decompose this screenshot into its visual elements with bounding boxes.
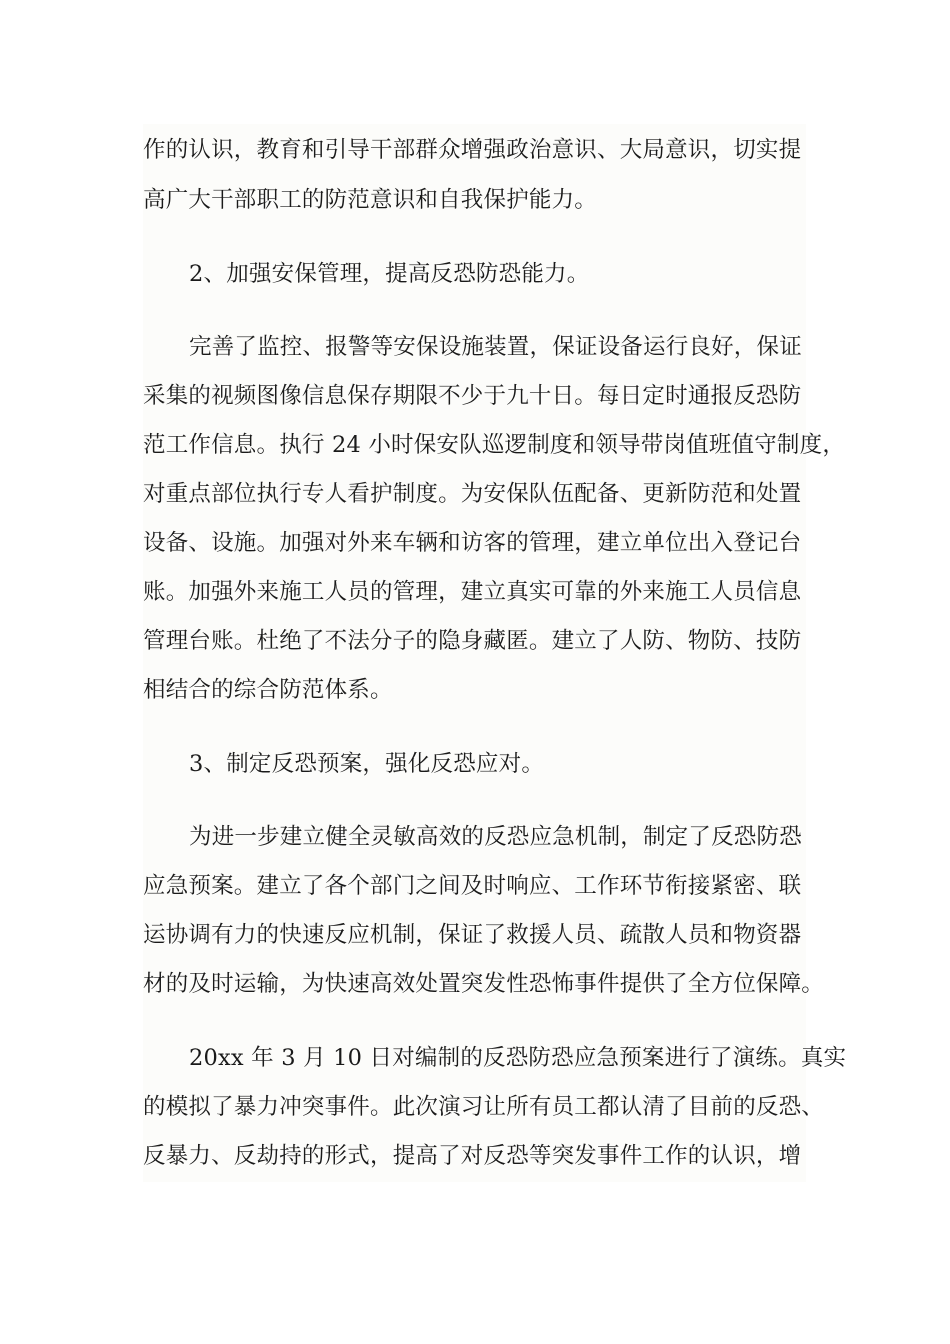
text-block	[143, 124, 847, 1182]
paragraph-line: 范工作信息。执行 24 小时保安队巡逻制度和领导带岗值班值守制度，	[143, 432, 846, 458]
paragraph-line: 采集的视频图像信息保存期限不少于九十日。每日定时通报反恐防	[143, 383, 802, 409]
section-heading: 3、制定反恐预案，强化反恐应对。	[189, 751, 545, 777]
paragraph-line: 对重点部位执行专人看护制度。为安保队伍配备、更新防范和处置	[143, 481, 802, 507]
paragraph-line: 相结合的综合防范体系。	[143, 677, 393, 703]
paragraph-line: 高广大干部职工的防范意识和自我保护能力。	[143, 187, 598, 213]
paragraph-line: 20xx 年 3 月 10 日对编制的反恐防恐应急预案进行了演练。真实	[189, 1045, 847, 1071]
paragraph-line: 账。加强外来施工人员的管理，建立真实可靠的外来施工人员信息	[143, 579, 802, 605]
paragraph-line: 应急预案。建立了各个部门之间及时响应、工作环节衔接紧密、联	[143, 873, 802, 899]
paragraph-line: 运协调有力的快速反应机制，保证了救援人员、疏散人员和物资器	[143, 922, 802, 948]
paragraph-line: 作的认识，教育和引导干部群众增强政治意识、大局意识，切实提	[143, 137, 802, 163]
paragraph-line: 反暴力、反劫持的形式，提高了对反恐等突发事件工作的认识，增	[143, 1143, 802, 1169]
section-heading: 2、加强安保管理，提高反恐防恐能力。	[189, 261, 590, 287]
paragraph-line: 材的及时运输，为快速高效处置突发性恐怖事件提供了全方位保障。	[143, 971, 825, 997]
paragraph-line: 为进一步建立健全灵敏高效的反恐应急机制，制定了反恐防恐	[189, 824, 802, 850]
paragraph-line: 管理台账。杜绝了不法分子的隐身藏匿。建立了人防、物防、技防	[143, 628, 802, 654]
paragraph-line: 的模拟了暴力冲突事件。此次演习让所有员工都认清了目前的反恐、	[143, 1094, 825, 1120]
paragraph-line: 设备、设施。加强对外来车辆和访客的管理，建立单位出入登记台	[143, 530, 802, 556]
paragraph-line: 完善了监控、报警等安保设施装置，保证设备运行良好，保证	[189, 334, 802, 360]
